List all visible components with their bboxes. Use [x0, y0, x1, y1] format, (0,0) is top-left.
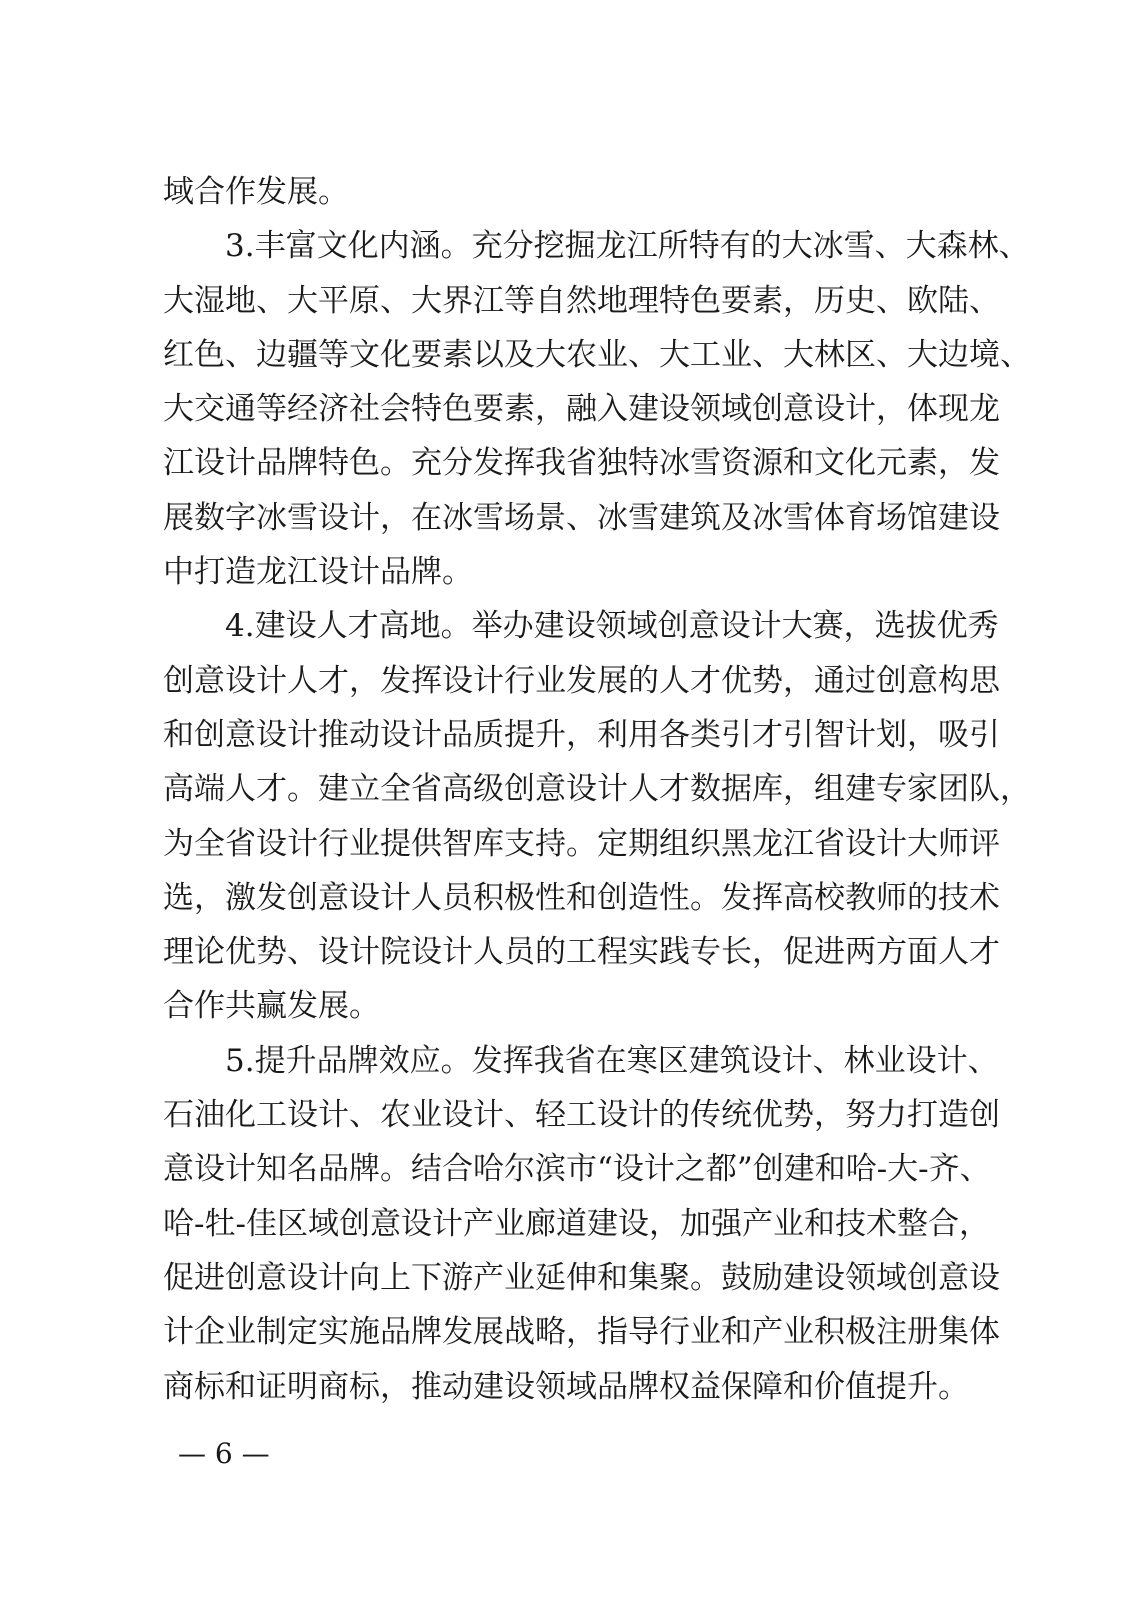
text-line: 5.提升品牌效应。发挥我省在寒区建筑设计、林业设计、: [225, 1042, 999, 1079]
text-line: 大交通等经济社会特色要素，融入建设领域创意设计，体现龙: [163, 391, 1000, 428]
text-line: 3.丰富文化内涵。充分挖掘龙江所特有的大冰雪、大森林、: [225, 228, 1030, 265]
text-line: 商标和证明商标，推动建设领域品牌权益保障和价值提升。: [163, 1368, 969, 1405]
text-line: 中打造龙江设计品牌。: [163, 554, 473, 591]
paragraph-3: [163, 599, 1031, 1033]
text-line: 为全省设计行业提供智库支持。定期组织黑龙江省设计大师评: [163, 825, 1000, 862]
text-line: 江设计品牌特色。充分发挥我省独特冰雪资源和文化元素，发: [163, 445, 1000, 482]
text-line: 创意设计人才，发挥设计行业发展的人才优势，通过创意构思: [163, 662, 1000, 699]
text-line: 哈-牡-佳区域创意设计产业廊道建设，加强产业和技术整合，: [163, 1205, 990, 1242]
text-line: 高端人才。建立全省高级创意设计人才数据库，组建专家团队，: [163, 771, 1031, 808]
text-line: 选，激发创意设计人员积极性和创造性。发挥高校教师的技术: [163, 879, 1000, 916]
text-line: 意设计知名品牌。结合哈尔滨市“设计之都”创建和哈-大-齐、: [163, 1151, 991, 1188]
text-line: 大湿地、大平原、大界江等自然地理特色要素，历史、欧陆、: [163, 282, 1000, 319]
paragraph-1: [163, 165, 973, 219]
text-line: 石油化工设计、农业设计、轻工设计的传统优势，努力打造创: [163, 1097, 1000, 1134]
document-body: [163, 165, 1031, 1414]
text-line: 4.建设人才高地。举办建设领域创意设计大赛，选拔优秀: [225, 608, 999, 645]
text-line: 合作共赢发展。: [163, 988, 380, 1025]
text-line: 红色、边疆等文化要素以及大农业、大工业、大林区、大边境、: [163, 336, 1031, 373]
text-line: 计企业制定实施品牌发展战略，指导行业和产业积极注册集体: [163, 1314, 1000, 1351]
text-line: 域合作发展。: [163, 174, 349, 210]
paragraph-2: [163, 219, 1031, 599]
paragraph-4: [163, 1034, 1000, 1414]
text-line: 促进创意设计向上下游产业延伸和集聚。鼓励建设领域创意设: [163, 1259, 1000, 1296]
page-number: — 6 —: [178, 1437, 270, 1470]
text-line: 理论优势、设计院设计人员的工程实践专长，促进两方面人才: [163, 934, 1000, 971]
text-line: 展数字冰雪设计，在冰雪场景、冰雪建筑及冰雪体育场馆建设: [163, 499, 1000, 536]
text-line: 和创意设计推动设计品质提升，利用各类引才引智计划，吸引: [163, 716, 1000, 753]
